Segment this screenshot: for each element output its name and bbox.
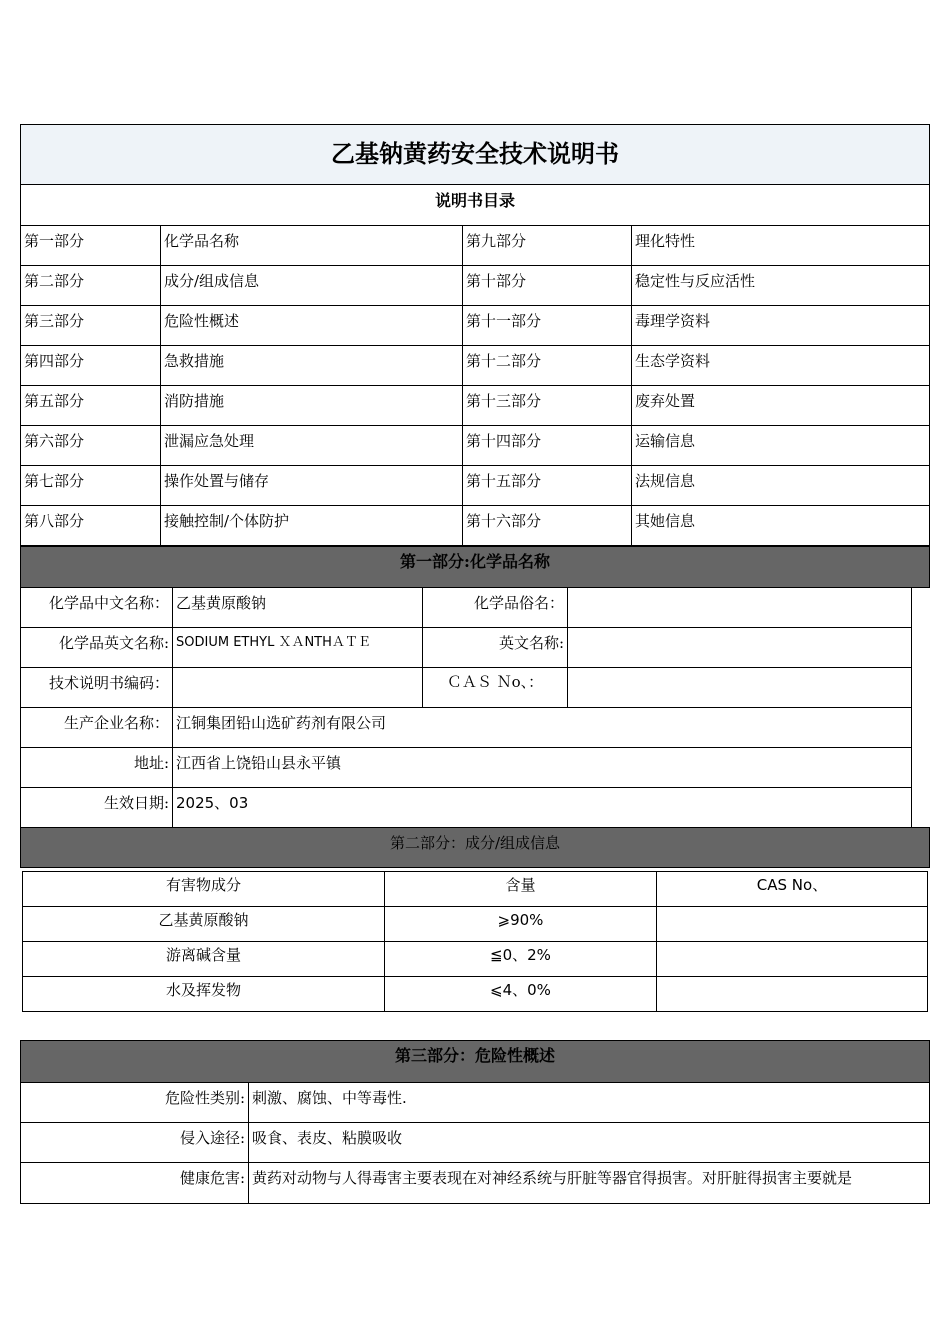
date-label: 生效日期: — [20, 787, 173, 828]
health-hazard-value: 黄药对动物与人得毒害主要表现在对神经系统与肝脏等器官得损害。对肝脏得损害主要就是 — [248, 1162, 930, 1204]
toc-part-name: 化学品名称 — [160, 225, 463, 266]
toc-part-name: 废弃处置 — [631, 385, 930, 426]
table-header-cell: CAS No、 — [656, 871, 928, 907]
table-cell: 乙基黄原酸钠 — [22, 906, 385, 942]
toc-part-number: 第十三部分 — [462, 385, 632, 426]
toc-part-name: 接触控制/个体防护 — [160, 505, 463, 546]
toc-part-number: 第十二部分 — [462, 345, 632, 386]
en-name-value: SODIUM ETHYL ＸＡNTHＡＴＥ — [172, 627, 423, 668]
manufacturer-value: 江铜集团铅山选矿药剂有限公司 — [172, 707, 912, 748]
table-cell — [656, 976, 928, 1012]
toc-part-number: 第十一部分 — [462, 305, 632, 346]
toc-part-name: 泄漏应急处理 — [160, 425, 463, 466]
toc-part-name: 毒理学资料 — [631, 305, 930, 346]
toc-part-number: 第一部分 — [20, 225, 161, 266]
cas-label: ＣＡＳ Ｎo、： — [422, 667, 568, 708]
address-value: 江西省上饶铅山县永平镇 — [172, 747, 912, 788]
toc-part-number: 第四部分 — [20, 345, 161, 386]
cn-name-label: 化学品中文名称： — [20, 587, 173, 628]
toc-part-name: 操作处置与储存 — [160, 465, 463, 506]
section2-heading: 第二部分：成分/组成信息 — [20, 827, 930, 868]
toc-part-number: 第十六部分 — [462, 505, 632, 546]
section1-heading: 第一部分:化学品名称 — [20, 546, 930, 588]
common-name-value — [567, 587, 912, 628]
toc-part-name: 生态学资料 — [631, 345, 930, 386]
table-header-cell: 含量 — [384, 871, 657, 907]
toc-part-number: 第三部分 — [20, 305, 161, 346]
toc-part-name: 其她信息 — [631, 505, 930, 546]
toc-part-number: 第六部分 — [20, 425, 161, 466]
health-hazard-label: 健康危害: — [20, 1162, 249, 1204]
toc-part-name: 运输信息 — [631, 425, 930, 466]
table-cell: ⩽4、0% — [384, 976, 657, 1012]
tech-code-value — [172, 667, 423, 708]
section3-heading: 第三部分：危险性概述 — [20, 1040, 930, 1083]
table-cell: 游离碱含量 — [22, 941, 385, 977]
toc-part-name: 法规信息 — [631, 465, 930, 506]
cn-name-value: 乙基黄原酸钠 — [172, 587, 423, 628]
toc-part-number: 第八部分 — [20, 505, 161, 546]
table-cell: ≦0、2% — [384, 941, 657, 977]
toc-part-name: 消防措施 — [160, 385, 463, 426]
cas-value — [567, 667, 912, 708]
toc-part-number: 第五部分 — [20, 385, 161, 426]
hazard-class-value: 刺激、腐蚀、中等毒性. — [248, 1082, 930, 1123]
en-alias-value — [567, 627, 912, 668]
tech-code-label: 技术说明书编码： — [20, 667, 173, 708]
hazard-class-label: 危险性类别: — [20, 1082, 249, 1123]
toc-part-number: 第十五部分 — [462, 465, 632, 506]
toc-part-number: 第九部分 — [462, 225, 632, 266]
address-label: 地址: — [20, 747, 173, 788]
toc-part-number: 第十部分 — [462, 265, 632, 306]
toc-part-number: 第二部分 — [20, 265, 161, 306]
en-alias-label: 英文名称: — [422, 627, 568, 668]
toc-part-name: 成分/组成信息 — [160, 265, 463, 306]
table-cell — [656, 941, 928, 977]
date-value: 2025、03 — [172, 787, 912, 828]
toc-part-number: 第七部分 — [20, 465, 161, 506]
document-title: 乙基钠黄药安全技术说明书 — [20, 124, 930, 185]
toc-heading: 说明书目录 — [20, 184, 930, 226]
entry-route-value: 吸食、表皮、粘膜吸收 — [248, 1122, 930, 1163]
table-header-cell: 有害物成分 — [22, 871, 385, 907]
toc-part-name: 稳定性与反应活性 — [631, 265, 930, 306]
table-cell: 水及挥发物 — [22, 976, 385, 1012]
manufacturer-label: 生产企业名称： — [20, 707, 173, 748]
toc-part-name: 危险性概述 — [160, 305, 463, 346]
toc-part-number: 第十四部分 — [462, 425, 632, 466]
toc-part-name: 理化特性 — [631, 225, 930, 266]
table-cell: ⩾90% — [384, 906, 657, 942]
entry-route-label: 侵入途径: — [20, 1122, 249, 1163]
common-name-label: 化学品俗名： — [422, 587, 568, 628]
en-name-label: 化学品英文名称: — [20, 627, 173, 668]
table-cell — [656, 906, 928, 942]
toc-part-name: 急救措施 — [160, 345, 463, 386]
